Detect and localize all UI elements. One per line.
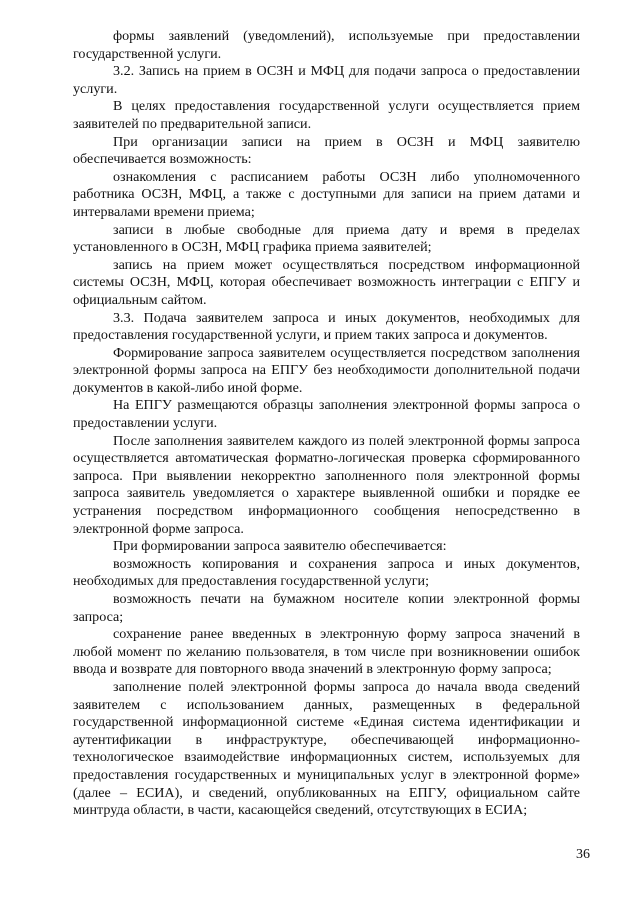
paragraph-appointment-capabilities: При организации записи на прием в ОСЗН и МФЦ заявителю обеспечивается возможность: xyxy=(73,133,580,168)
paragraph-copy-save: возможность копирования и сохранения запроса и иных документов, необходимых для предоставления государственной услуги; xyxy=(73,555,580,590)
paragraph-information-system-booking: запись на прием может осуществляться посредством информационной системы ОСЗН, МФЦ, которая обеспечивает возможность интеграции с ЕПГУ и официальным сайтом. xyxy=(73,256,580,308)
paragraph-preliminary-appointment: В целях предоставления государственной услуги осуществляется прием заявителей по предварительной записи. xyxy=(73,98,580,132)
paragraph-sample-forms: На ЕПГУ размещаются образцы заполнения электронной формы запроса о предоставлении услуги. xyxy=(73,397,580,432)
paragraph-request-formation: Формирование запроса заявителем осуществляется посредством заполнения электронной формы запроса на ЕПГУ без необходимости дополнительной подачи документов в какой-либо иной форме. xyxy=(73,344,580,396)
paragraph-schedule-familiarization: ознакомления с расписанием работы ОСЗН либо уполномоченного работника ОСЗН, МФЦ, а также с доступными для записи на прием датами и интервалами времени приема; xyxy=(73,168,580,220)
paragraph-esia-prefill: заполнение полей электронной формы запроса до начала ввода сведений заявителем с использованием данных, размещенных в федеральной государственной информационной системе «Единая система идентификации и аутентификации в инфраструктуре, обеспечивающей информационно-технологическое взаимодействие информационных систем, используемых для предоставления государственных и муниципальных услуг в электронной форме» (далее – ЕСИА), и сведений, опубликованных на ЕПГУ, официальном сайте минтруда области, в части, касающейся сведений, отсутствующих в ЕСИА; xyxy=(73,678,580,819)
paragraph-print-copy: возможность печати на бумажном носителе копии электронной формы запроса; xyxy=(73,591,580,625)
page-number: 36 xyxy=(576,847,590,862)
paragraph-format-logic-check: После заполнения заявителем каждого из полей электронной формы запроса осуществляется автоматическая форматно-логическая проверка сформированного запроса. При выявлении некорректно заполненного поля электронной формы запроса заявитель уведомляется о характере выявленной ошибки и порядке ее устранения посредством информационного сообщения непосредственно в электронной форме запроса. xyxy=(73,432,580,537)
paragraph-section-3-2: 3.2. Запись на прием в ОСЗН и МФЦ для подачи запроса о предоставлении услуги. xyxy=(73,63,580,97)
paragraph-free-slot-booking: записи в любые свободные для приема дату и время в пределах установленного в ОСЗН, МФЦ графика приема заявителей; xyxy=(73,221,580,256)
paragraph-request-provisions: При формировании запроса заявителю обеспечивается: xyxy=(113,538,447,555)
paragraph-section-3-3: 3.3. Подача заявителем запроса и иных документов, необходимых для предоставления государственной услуги, и прием таких запроса и документов. xyxy=(73,309,580,344)
paragraph-forms-continuation: формы заявлений (уведомлений), используемые при предоставлении государственной услуги. xyxy=(73,28,580,62)
paragraph-save-values: сохранение ранее введенных в электронную форму запроса значений в любой момент по желанию пользователя, в том числе при возникновении ошибок ввода и возврате для повторного ввода значений в электронную форму запроса; xyxy=(73,626,580,678)
